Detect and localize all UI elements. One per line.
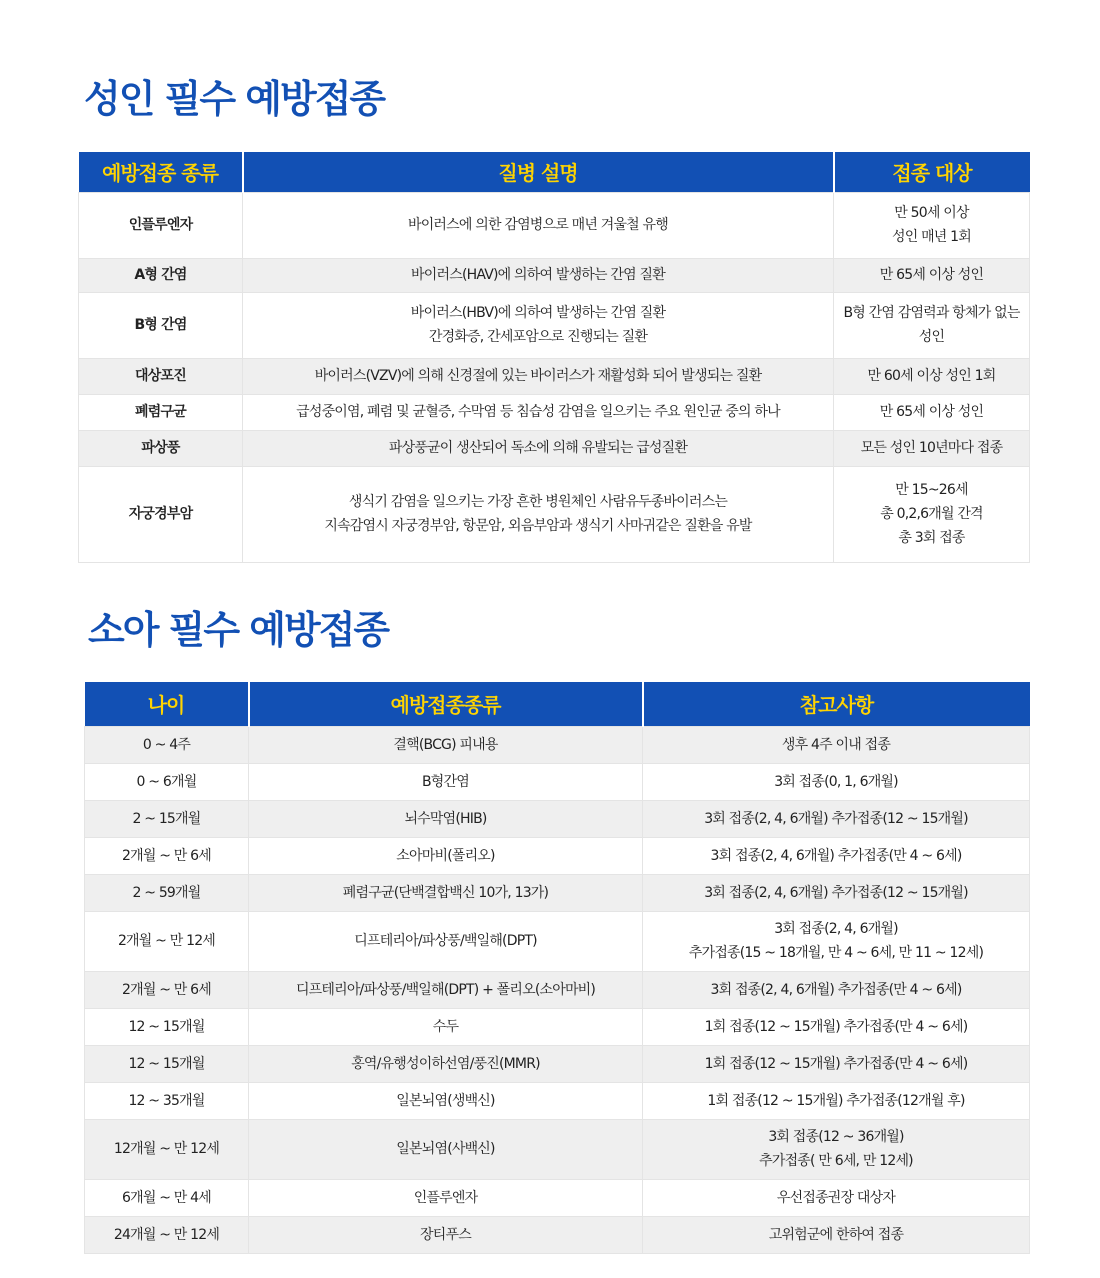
adult-vaccination-table — [78, 152, 1030, 563]
table-row — [85, 1119, 1030, 1179]
note-line: 생후 4주 이내 접종 — [781, 736, 891, 753]
table-row — [79, 358, 1030, 394]
note-line: 1회 접종(12 ~ 15개월) 추가접종(만 4 ~ 6세) — [704, 1055, 968, 1072]
target-line: 성인 — [918, 329, 945, 345]
note-line: 3회 접종(2, 4, 6개월) 추가접종(만 4 ~ 6세) — [710, 981, 962, 998]
disease-desc-cell — [243, 258, 834, 292]
age-cell: 2개월 ~ 만 6세 — [85, 971, 249, 1008]
disease-desc-cell — [243, 358, 834, 394]
target-cell — [834, 394, 1030, 430]
disease-desc-line: 바이러스에 의한 감염병으로 매년 겨울철 유행 — [407, 217, 668, 233]
table-row — [79, 292, 1030, 358]
note-cell — [643, 874, 1030, 911]
target-cell — [834, 466, 1030, 562]
vaccine-cell: 일본뇌염(사백신) — [249, 1119, 643, 1179]
vaccine-cell: 일본뇌염(생백신) — [249, 1082, 643, 1119]
target-cell — [834, 430, 1030, 466]
note-cell — [643, 726, 1030, 763]
table-row — [79, 430, 1030, 466]
vaccine-cell: B형간염 — [249, 763, 643, 800]
table-row — [85, 726, 1030, 763]
child-header-vaccine: 예방접종종류 — [249, 682, 643, 726]
vaccine-cell: 홍역/유행성이하선염/풍진(MMR) — [249, 1045, 643, 1082]
vaccine-cell: 장티푸스 — [249, 1216, 643, 1253]
note-cell — [643, 971, 1030, 1008]
target-line: 만 15~26세 — [895, 482, 968, 498]
age-cell: 6개월 ~ 만 4세 — [85, 1179, 249, 1216]
age-cell: 0 ~ 6개월 — [85, 763, 249, 800]
vaccine-cell: 수두 — [249, 1008, 643, 1045]
vaccine-cell: 폐렴구균(단백결합백신 10가, 13가) — [249, 874, 643, 911]
vaccine-cell: 소아마비(폴리오) — [249, 837, 643, 874]
vaccine-name-cell: A형 간염 — [79, 258, 243, 292]
adult-header-vaccine-type: 예방접종 종류 — [79, 152, 243, 192]
vaccine-name-cell: 파상풍 — [79, 430, 243, 466]
disease-desc-line: 파상풍균이 생산되어 독소에 의해 유발되는 급성질환 — [388, 440, 688, 456]
disease-desc-line: 지속감염시 자궁경부암, 항문암, 외음부암과 생식기 사마귀같은 질환을 유발 — [324, 518, 752, 534]
age-cell: 12 ~ 15개월 — [85, 1008, 249, 1045]
table-row — [79, 466, 1030, 562]
table-row — [85, 1179, 1030, 1216]
table-row — [85, 837, 1030, 874]
disease-desc-line: 급성중이염, 폐렴 및 균혈증, 수막염 등 침습성 감염을 일으키는 주요 원인균 중의 하나 — [296, 404, 780, 420]
adult-header-disease-desc: 질병 설명 — [243, 152, 834, 192]
note-line: 추가접종(15 ~ 18개월, 만 4 ~ 6세, 만 11 ~ 12세) — [688, 945, 984, 961]
table-row — [85, 874, 1030, 911]
target-cell — [834, 292, 1030, 358]
age-cell: 0 ~ 4주 — [85, 726, 249, 763]
target-line: 만 50세 이상 — [894, 205, 969, 221]
note-line: 우선접종권장 대상자 — [776, 1189, 896, 1206]
table-row — [85, 911, 1030, 971]
note-cell — [643, 1216, 1030, 1253]
target-line: 만 60세 이상 성인 1회 — [867, 368, 996, 384]
target-cell — [834, 192, 1030, 258]
disease-desc-cell — [243, 466, 834, 562]
table-row — [79, 394, 1030, 430]
note-line: 1회 접종(12 ~ 15개월) 추가접종(12개월 후) — [707, 1092, 965, 1109]
note-cell — [643, 1082, 1030, 1119]
child-header-note: 참고사항 — [643, 682, 1030, 726]
vaccine-name-cell: 폐렴구균 — [79, 394, 243, 430]
vaccine-cell: 결핵(BCG) 피내용 — [249, 726, 643, 763]
note-cell — [643, 1008, 1030, 1045]
note-cell — [643, 1179, 1030, 1216]
disease-desc-cell — [243, 192, 834, 258]
vaccine-cell: 뇌수막염(HIB) — [249, 800, 643, 837]
disease-desc-line: 바이러스(VZV)에 의해 신경절에 있는 바이러스가 재활성화 되어 발생되는 질환 — [314, 368, 762, 384]
disease-desc-cell — [243, 430, 834, 466]
disease-desc-line: 바이러스(HAV)에 의하여 발생하는 간염 질환 — [411, 267, 665, 283]
age-cell: 12 ~ 35개월 — [85, 1082, 249, 1119]
note-line: 3회 접종(12 ~ 36개월) — [768, 1129, 904, 1145]
note-cell — [643, 1119, 1030, 1179]
target-cell — [834, 358, 1030, 394]
age-cell: 2개월 ~ 만 12세 — [85, 911, 249, 971]
target-line: 총 0,2,6개월 간격 — [880, 506, 983, 522]
age-cell: 24개월 ~ 만 12세 — [85, 1216, 249, 1253]
table-row — [85, 1008, 1030, 1045]
target-line: 성인 매년 1회 — [891, 229, 972, 245]
note-cell — [643, 911, 1030, 971]
age-cell: 2 ~ 15개월 — [85, 800, 249, 837]
note-line: 3회 접종(2, 4, 6개월) 추가접종(만 4 ~ 6세) — [710, 847, 962, 864]
target-line: 만 65세 이상 성인 — [879, 404, 984, 420]
target-line: 만 65세 이상 성인 — [879, 267, 984, 283]
table-row — [85, 971, 1030, 1008]
table-row — [85, 1045, 1030, 1082]
child-table-header-row — [85, 682, 1030, 726]
vaccine-name-cell: B형 간염 — [79, 292, 243, 358]
table-row — [85, 1216, 1030, 1253]
note-cell — [643, 1045, 1030, 1082]
table-row — [85, 1082, 1030, 1119]
note-cell — [643, 837, 1030, 874]
disease-desc-line: 간경화증, 간세포암으로 진행되는 질환 — [428, 329, 648, 345]
table-row — [85, 763, 1030, 800]
disease-desc-cell — [243, 292, 834, 358]
table-row — [85, 800, 1030, 837]
disease-desc-line: 바이러스(HBV)에 의하여 발생하는 간염 질환 — [410, 305, 666, 321]
age-cell: 12개월 ~ 만 12세 — [85, 1119, 249, 1179]
child-vaccination-table — [84, 682, 1030, 1254]
note-cell — [643, 763, 1030, 800]
target-cell — [834, 258, 1030, 292]
adult-header-target: 접종 대상 — [834, 152, 1030, 192]
target-line: B형 간염 감염력과 항체가 없는 — [843, 305, 1020, 321]
disease-desc-line: 생식기 감염을 일으키는 가장 흔한 병원체인 사람유두종바이러스는 — [348, 494, 728, 510]
age-cell: 2 ~ 59개월 — [85, 874, 249, 911]
note-cell — [643, 800, 1030, 837]
vaccine-cell: 디프테리아/파상풍/백일해(DPT) + 폴리오(소아마비) — [249, 971, 643, 1008]
age-cell: 2개월 ~ 만 6세 — [85, 837, 249, 874]
table-row — [79, 258, 1030, 292]
note-line: 추가접종( 만 6세, 만 12세) — [759, 1153, 913, 1169]
vaccine-cell: 인플루엔자 — [249, 1179, 643, 1216]
child-header-age: 나이 — [85, 682, 249, 726]
vaccine-name-cell: 인플루엔자 — [79, 192, 243, 258]
age-cell: 12 ~ 15개월 — [85, 1045, 249, 1082]
note-line: 고위험군에 한하여 접종 — [768, 1226, 904, 1243]
vaccine-name-cell: 대상포진 — [79, 358, 243, 394]
vaccine-name-cell: 자궁경부암 — [79, 466, 243, 562]
note-line: 1회 접종(12 ~ 15개월) 추가접종(만 4 ~ 6세) — [704, 1018, 968, 1035]
target-line: 총 3회 접종 — [898, 530, 965, 546]
table-row — [79, 192, 1030, 258]
note-line: 3회 접종(0, 1, 6개월) — [774, 773, 898, 790]
note-line: 3회 접종(2, 4, 6개월) 추가접종(12 ~ 15개월) — [704, 810, 968, 827]
adult-section-title: 성인 필수 예방접종 — [84, 77, 385, 121]
target-line: 모든 성인 10년마다 접종 — [860, 440, 1003, 456]
disease-desc-cell — [243, 394, 834, 430]
adult-table-header-row — [79, 152, 1030, 192]
note-line: 3회 접종(2, 4, 6개월) 추가접종(12 ~ 15개월) — [704, 884, 968, 901]
vaccine-cell: 디프테리아/파상풍/백일해(DPT) — [249, 911, 643, 971]
child-section-title: 소아 필수 예방접종 — [88, 608, 389, 652]
note-line: 3회 접종(2, 4, 6개월) — [774, 921, 898, 937]
